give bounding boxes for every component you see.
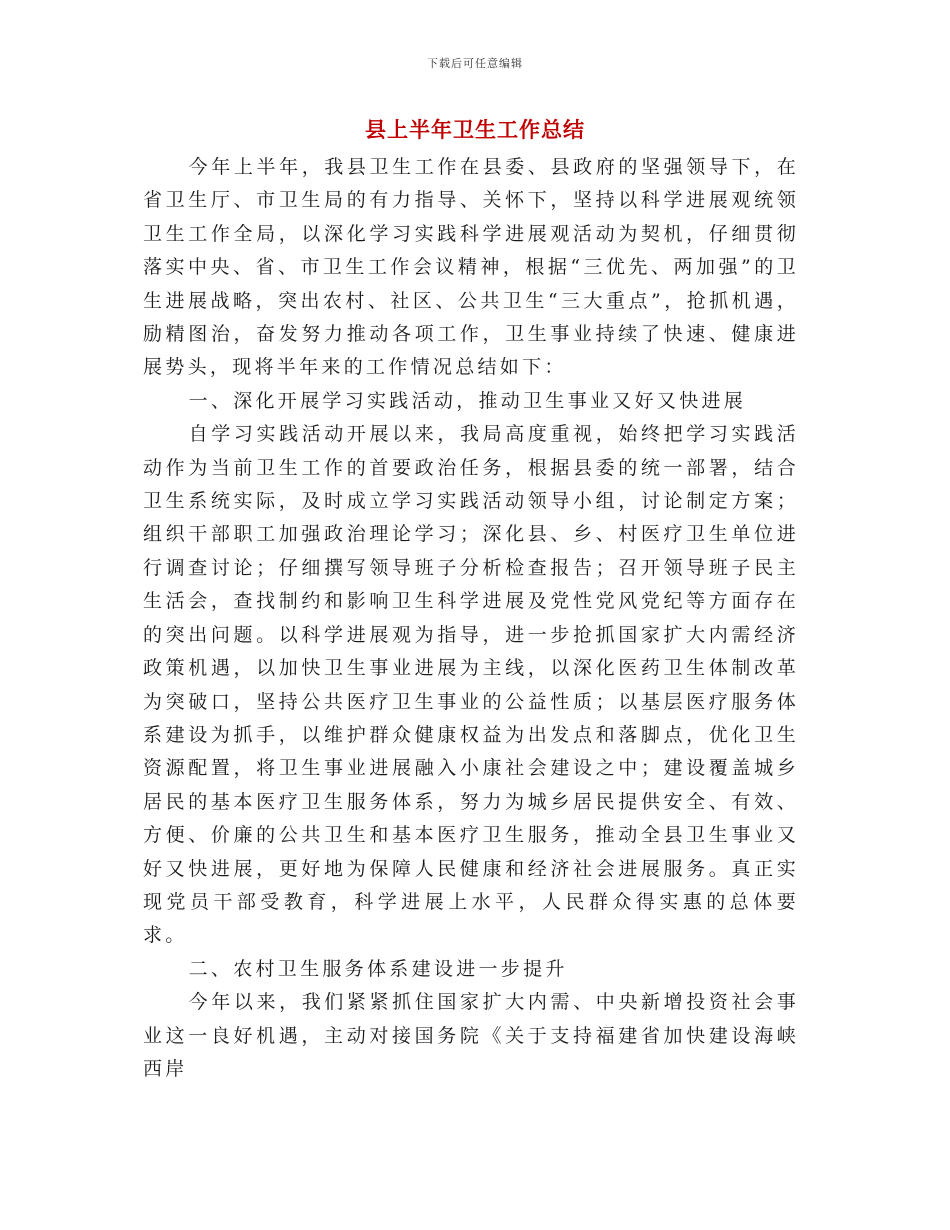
- section-heading-2: 二、农村卫生服务体系建设进一步提升: [188, 957, 568, 980]
- section-heading-1: 一、深化开展学习实践活动，推动卫生事业又好又快进展: [188, 389, 747, 412]
- section-paragraph-2: 今年以来，我们紧紧抓住国家扩大内需、中央新增投资社会事业这一良好机遇，主动对接国务院《关于支持福建省加快建设海峡西岸: [143, 991, 799, 1080]
- document-body: [143, 151, 799, 1086]
- intro-paragraph: 今年上半年，我县卫生工作在县委、县政府的坚强领导下，在省卫生厅、市卫生局的有力指导、关怀下，坚持以科学进展观统领卫生工作全局，以深化学习实践科学进展观活动为契机，仔细贯彻落实中央、省、市卫生工作会议精神，根据“三优先、两加强”的卫生进展战略，突出农村、社区、公共卫生“三大重点”，抢抓机遇，励精图治，奋发努力推动各项工作，卫生事业持续了快速、健康进展势头，现将半年来的工作情况总结如下：: [143, 156, 799, 379]
- document-title: 县上半年卫生工作总结: [365, 117, 585, 142]
- section-paragraph-1: 自学习实践活动开展以来，我局高度重视，始终把学习实践活动作为当前卫生工作的首要政治任务，根据县委的统一部署，结合卫生系统实际，及时成立学习实践活动领导小组，讨论制定方案；组织干部职工加强政治理论学习；深化县、乡、村医疗卫生单位进行调查讨论；仔细撰写领导班子分析检查报告；召开领导班子民主生活会，查找制约和影响卫生科学进展及党性党风党纪等方面存在的突出问题。以科学进展观为指导，进一步抢抓国家扩大内需经济政策机遇，以加快卫生事业进展为主线，以深化医药卫生体制改革为突破口，坚持公共医疗卫生事业的公益性质；以基层医疗服务体系建设为抓手，以维护群众健康权益为出发点和落脚点，优化卫生资源配置，将卫生事业进展融入小康社会建设之中；建设覆盖城乡居民的基本医疗卫生服务体系，努力为城乡居民提供安全、有效、方便、价廉的公共卫生和基本医疗卫生服务，推动全县卫生事业又好又快进展，更好地为保障人民健康和经济社会进展服务。真正实现党员干部受教育，科学进展上水平，人民群众得实惠的总体要求。: [143, 423, 799, 947]
- header-note: 下载后可任意编辑: [427, 57, 523, 70]
